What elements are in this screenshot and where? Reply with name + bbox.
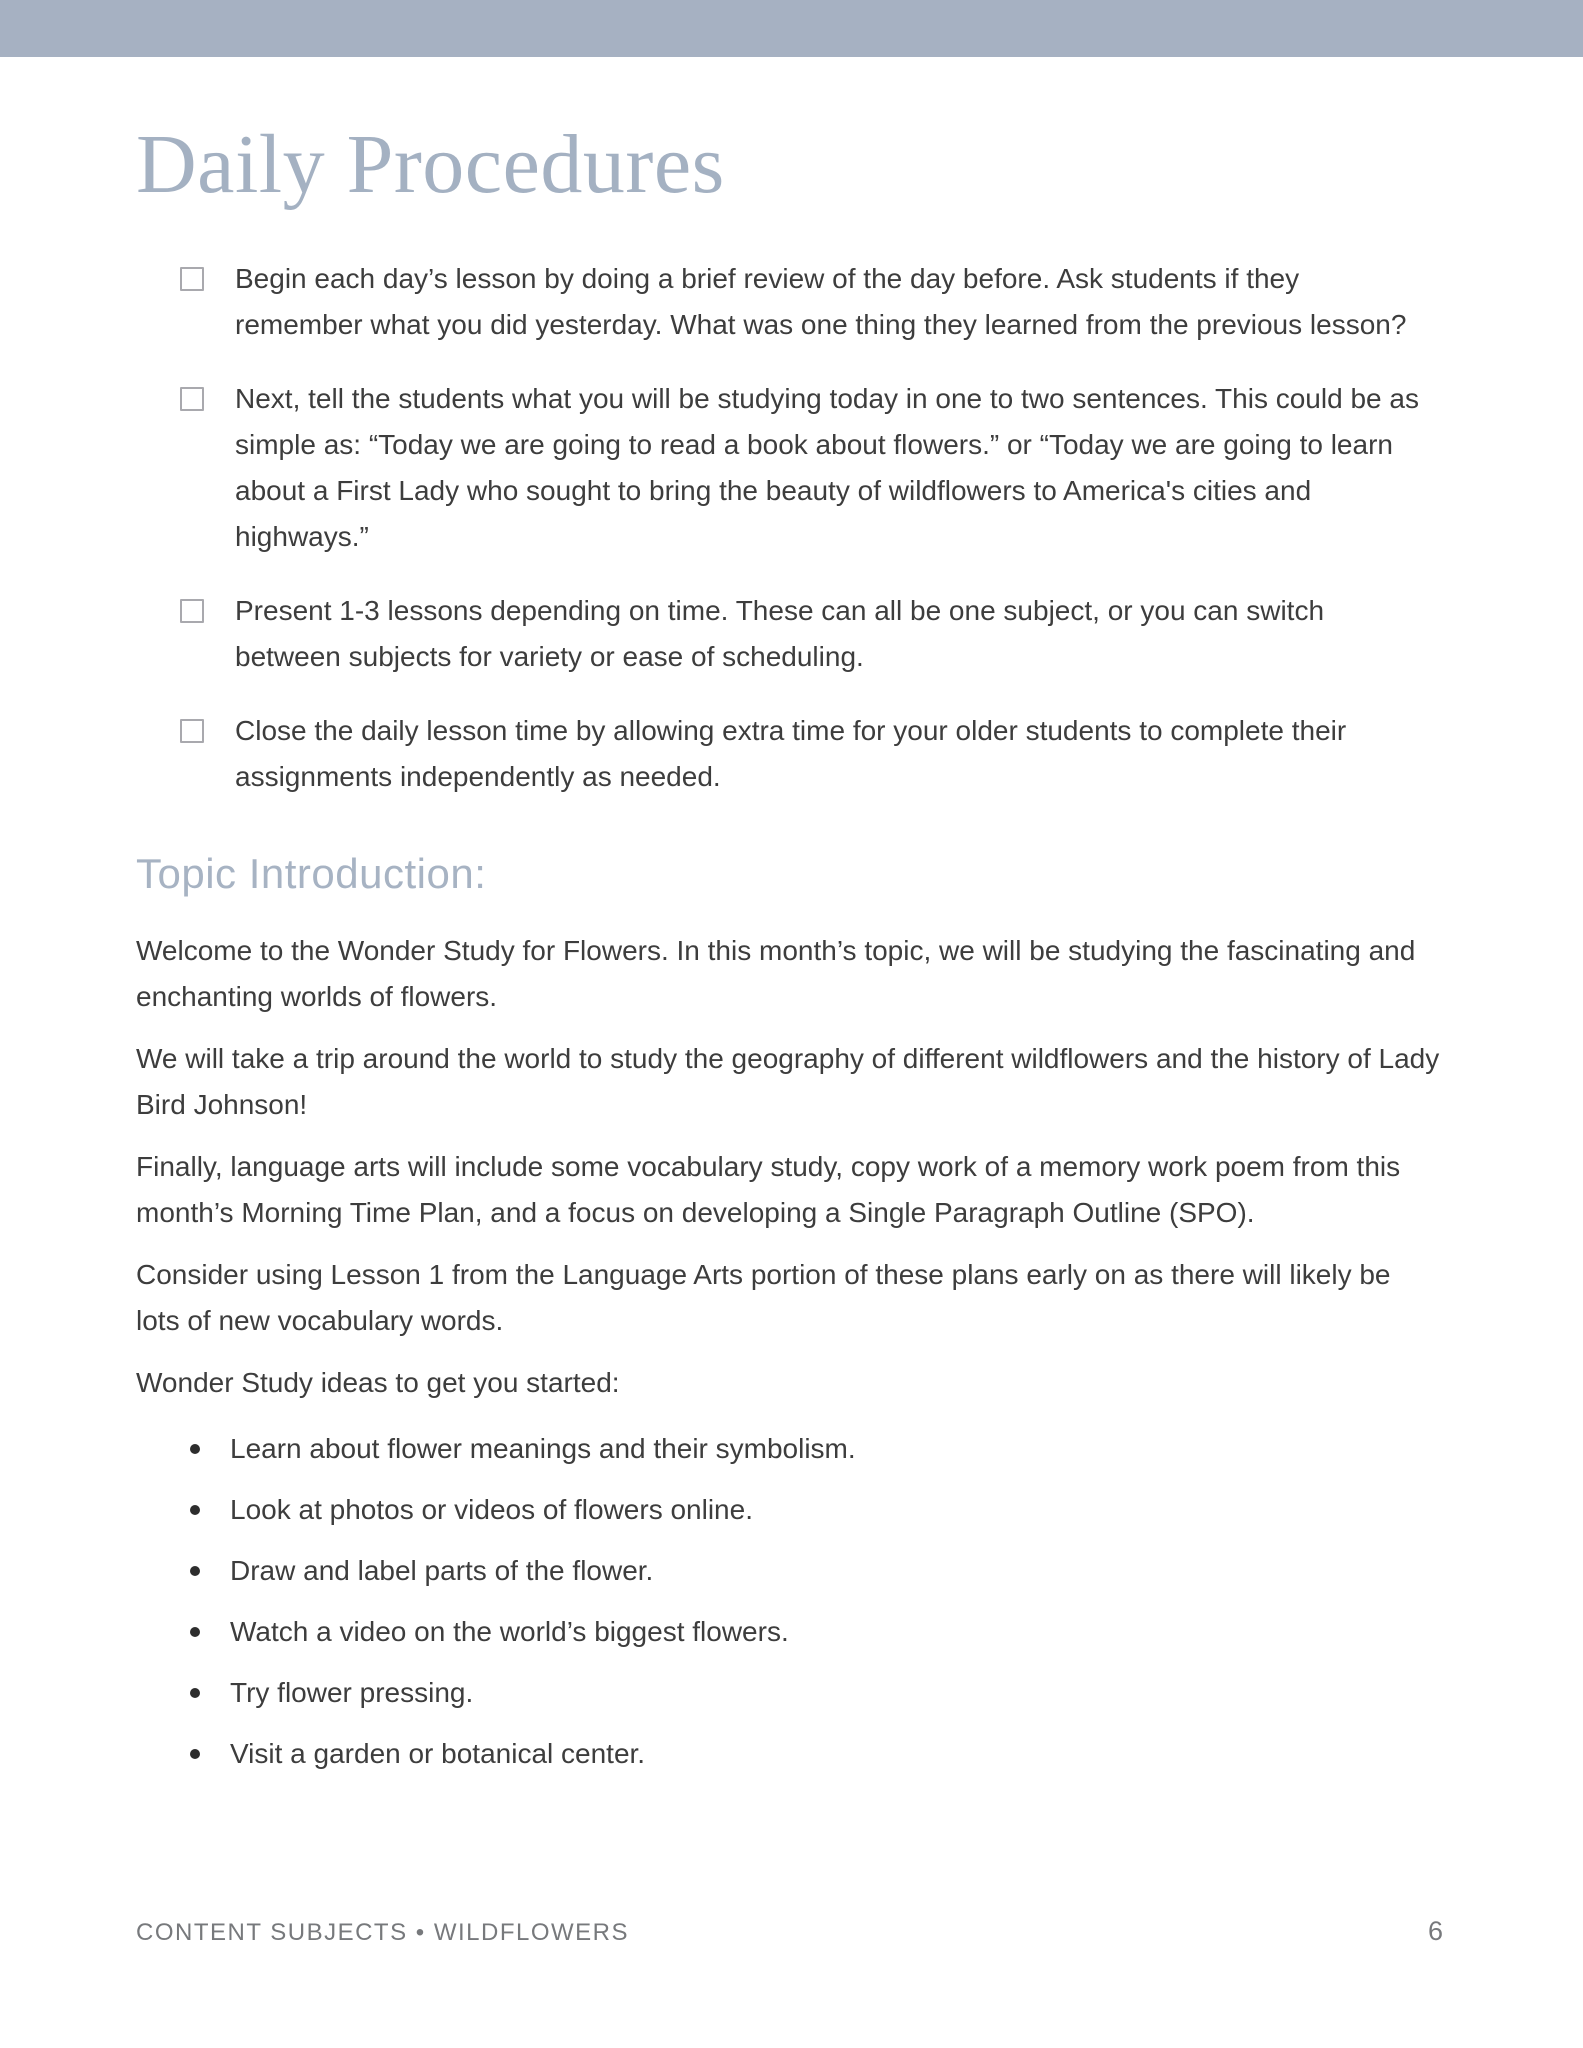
list-item-text: Learn about flower meanings and their symbolism. — [230, 1432, 856, 1464]
checkbox-icon — [180, 387, 204, 411]
list-item-text: Look at photos or videos of flowers online. — [230, 1493, 753, 1525]
checklist-item-text: Present 1-3 lessons depending on time. These can all be one subject, or you can switch between subjects for variety or ease of scheduling. — [235, 594, 1325, 672]
wonder-study-ideas-lead: Wonder Study ideas to get you started: — [136, 1366, 620, 1398]
checklist-item — [136, 256, 1443, 348]
list-item — [136, 1487, 1443, 1533]
bullet-icon — [190, 1749, 200, 1759]
daily-procedures-checklist — [136, 256, 1443, 800]
checklist-item — [136, 376, 1443, 560]
checklist-item — [136, 588, 1443, 680]
intro-paragraph: Consider using Lesson 1 from the Language Arts portion of these plans early on as there will likely be lots of new vocabulary words. — [136, 1258, 1391, 1336]
bullet-icon — [190, 1505, 200, 1515]
list-item-text: Try flower pressing. — [230, 1676, 474, 1708]
list-item — [136, 1731, 1443, 1777]
list-item — [136, 1426, 1443, 1472]
header-accent-bar — [0, 0, 1583, 57]
page-content — [0, 115, 1583, 1777]
list-item — [136, 1548, 1443, 1594]
page-number: 6 — [1427, 1916, 1443, 1946]
list-item-text: Watch a video on the world’s biggest flowers. — [230, 1615, 789, 1647]
topic-introduction-heading: Topic Introduction: — [136, 849, 487, 897]
checkbox-icon — [180, 599, 204, 623]
bullet-icon — [190, 1444, 200, 1454]
checklist-item — [136, 708, 1443, 800]
list-item — [136, 1609, 1443, 1655]
page-footer — [136, 1916, 1443, 1947]
bullet-icon — [190, 1566, 200, 1576]
wonder-study-ideas-list — [136, 1426, 1443, 1777]
bullet-icon — [190, 1627, 200, 1637]
intro-paragraph: We will take a trip around the world to study the geography of different wildflowers and the history of Lady Bird Johnson! — [136, 1042, 1440, 1120]
list-item-text: Visit a garden or botanical center. — [230, 1737, 646, 1769]
checklist-item-text: Next, tell the students what you will be studying today in one to two sentences. This could be as simple as: “Today we are going to read a book about flowers.” or “Today we are going to learn about a First Lady who sought to bring the beauty of wildflowers to America's cities and highways.” — [235, 382, 1419, 552]
intro-paragraph: Welcome to the Wonder Study for Flowers. In this month’s topic, we will be studying the fascinating and enchanting worlds of flowers. — [136, 934, 1416, 1012]
intro-paragraph: Finally, language arts will include some vocabulary study, copy work of a memory work poem from this month’s Morning Time Plan, and a focus on developing a Single Paragraph Outline (SPO). — [136, 1150, 1401, 1228]
list-item — [136, 1670, 1443, 1716]
bullet-icon — [190, 1688, 200, 1698]
checklist-item-text: Close the daily lesson time by allowing extra time for your older students to complete their assignments independently as needed. — [235, 714, 1347, 792]
page-title: Daily Procedures — [136, 118, 725, 211]
checkbox-icon — [180, 267, 204, 291]
checkbox-icon — [180, 719, 204, 743]
checklist-item-text: Begin each day’s lesson by doing a brief review of the day before. Ask students if they remember what you did yesterday. What was one thing they learned from the previous lesson? — [235, 262, 1407, 340]
footer-breadcrumb: CONTENT SUBJECTS • WILDFLOWERS — [136, 1919, 629, 1946]
list-item-text: Draw and label parts of the flower. — [230, 1554, 654, 1586]
